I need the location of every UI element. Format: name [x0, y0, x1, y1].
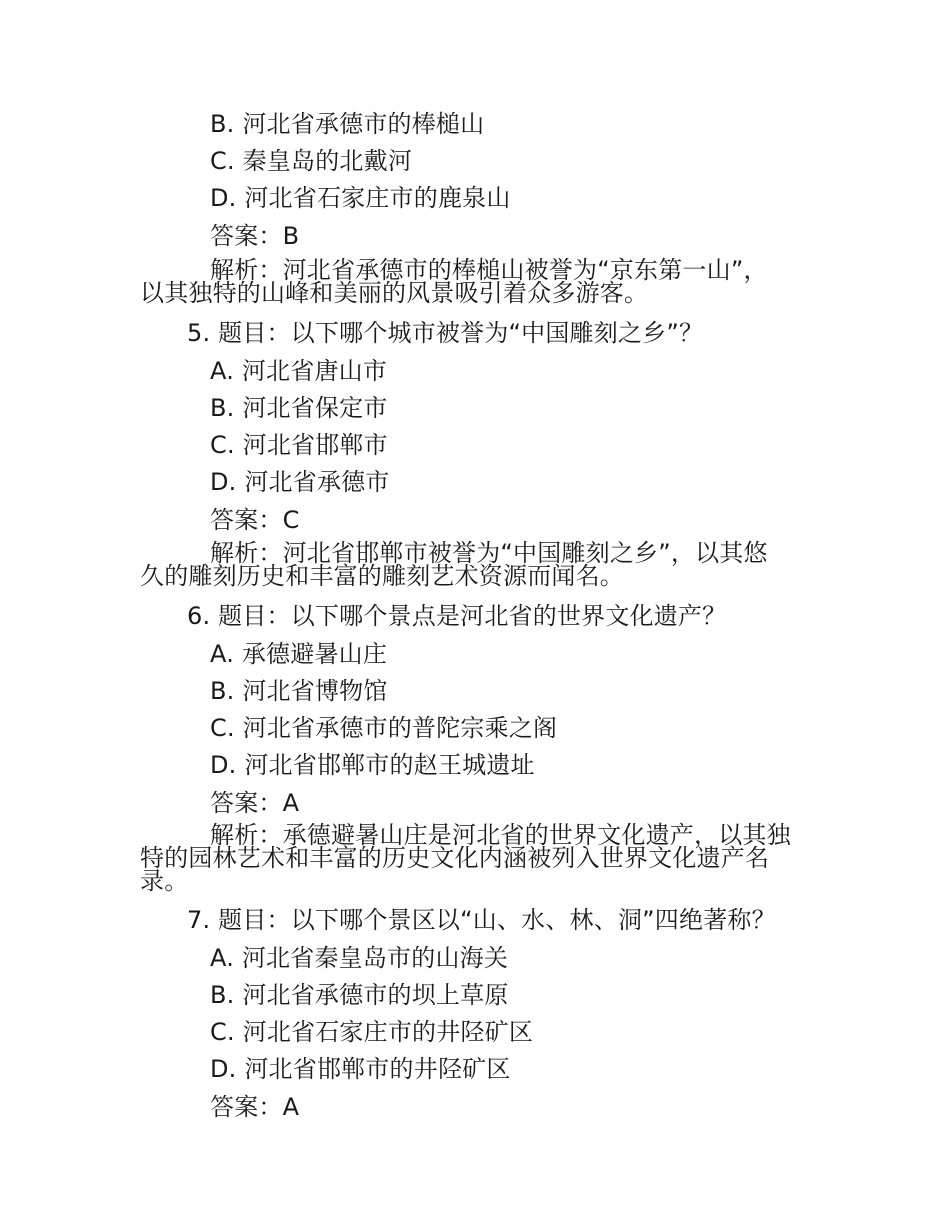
q6-analysis-line-1: 解析：承德避暑山庄是河北省的世界文化遗产，以其独: [210, 821, 791, 849]
q5-analysis-line-2: 久的雕刻历史和丰富的雕刻艺术资源而闻名。: [140, 562, 624, 590]
q6-analysis-line-2: 特的园林艺术和丰富的历史文化内涵被列入世界文化遗产名: [140, 844, 770, 872]
q6-analysis-line-3: 录。: [140, 867, 189, 895]
q6-option-d: D. 河北省邯郸市的赵王城遗址: [210, 751, 535, 779]
q7-option-a: A. 河北省秦皇岛市的山海关: [210, 944, 509, 972]
q4-answer: 答案：B: [210, 222, 300, 250]
q7-question: 7. 题目：以下哪个景区以“山、水、林、洞”四绝著称？: [187, 906, 776, 934]
q4-analysis-line-2: 以其独特的山峰和美丽的风景吸引着众多游客。: [140, 279, 649, 307]
q4-option-b: B. 河北省承德市的棒槌山: [210, 110, 485, 138]
q6-option-c: C. 河北省承德市的普陀宗乘之阁: [210, 714, 558, 742]
q7-option-d: D. 河北省邯郸市的井陉矿区: [210, 1055, 511, 1083]
q6-option-a: A. 承德避暑山庄: [210, 640, 388, 668]
q5-option-d: D. 河北省承德市: [210, 468, 390, 496]
q4-option-d: D. 河北省石家庄市的鹿泉山: [210, 184, 511, 212]
q7-option-c: C. 河北省石家庄市的井陉矿区: [210, 1018, 534, 1046]
q5-answer: 答案：C: [210, 506, 300, 534]
q5-option-b: B. 河北省保定市: [210, 394, 388, 422]
q7-option-b: B. 河北省承德市的坝上草原: [210, 981, 509, 1009]
q6-question: 6. 题目：以下哪个景点是河北省的世界文化遗产？: [187, 602, 727, 630]
q5-option-c: C. 河北省邯郸市: [210, 431, 388, 459]
q4-option-c: C. 秦皇岛的北戴河: [210, 147, 413, 175]
q5-question: 5. 题目：以下哪个城市被誉为“中国雕刻之乡”？: [187, 319, 704, 347]
q4-analysis-line-1: 解析：河北省承德市的棒槌山被誉为“京东第一山”，: [210, 256, 768, 284]
q6-option-b: B. 河北省博物馆: [210, 677, 388, 705]
q5-analysis-line-1: 解析：河北省邯郸市被誉为“中国雕刻之乡”，以其悠: [210, 539, 768, 567]
q5-option-a: A. 河北省唐山市: [210, 357, 388, 385]
q7-answer: 答案：A: [210, 1093, 300, 1121]
q6-answer: 答案：A: [210, 789, 300, 817]
